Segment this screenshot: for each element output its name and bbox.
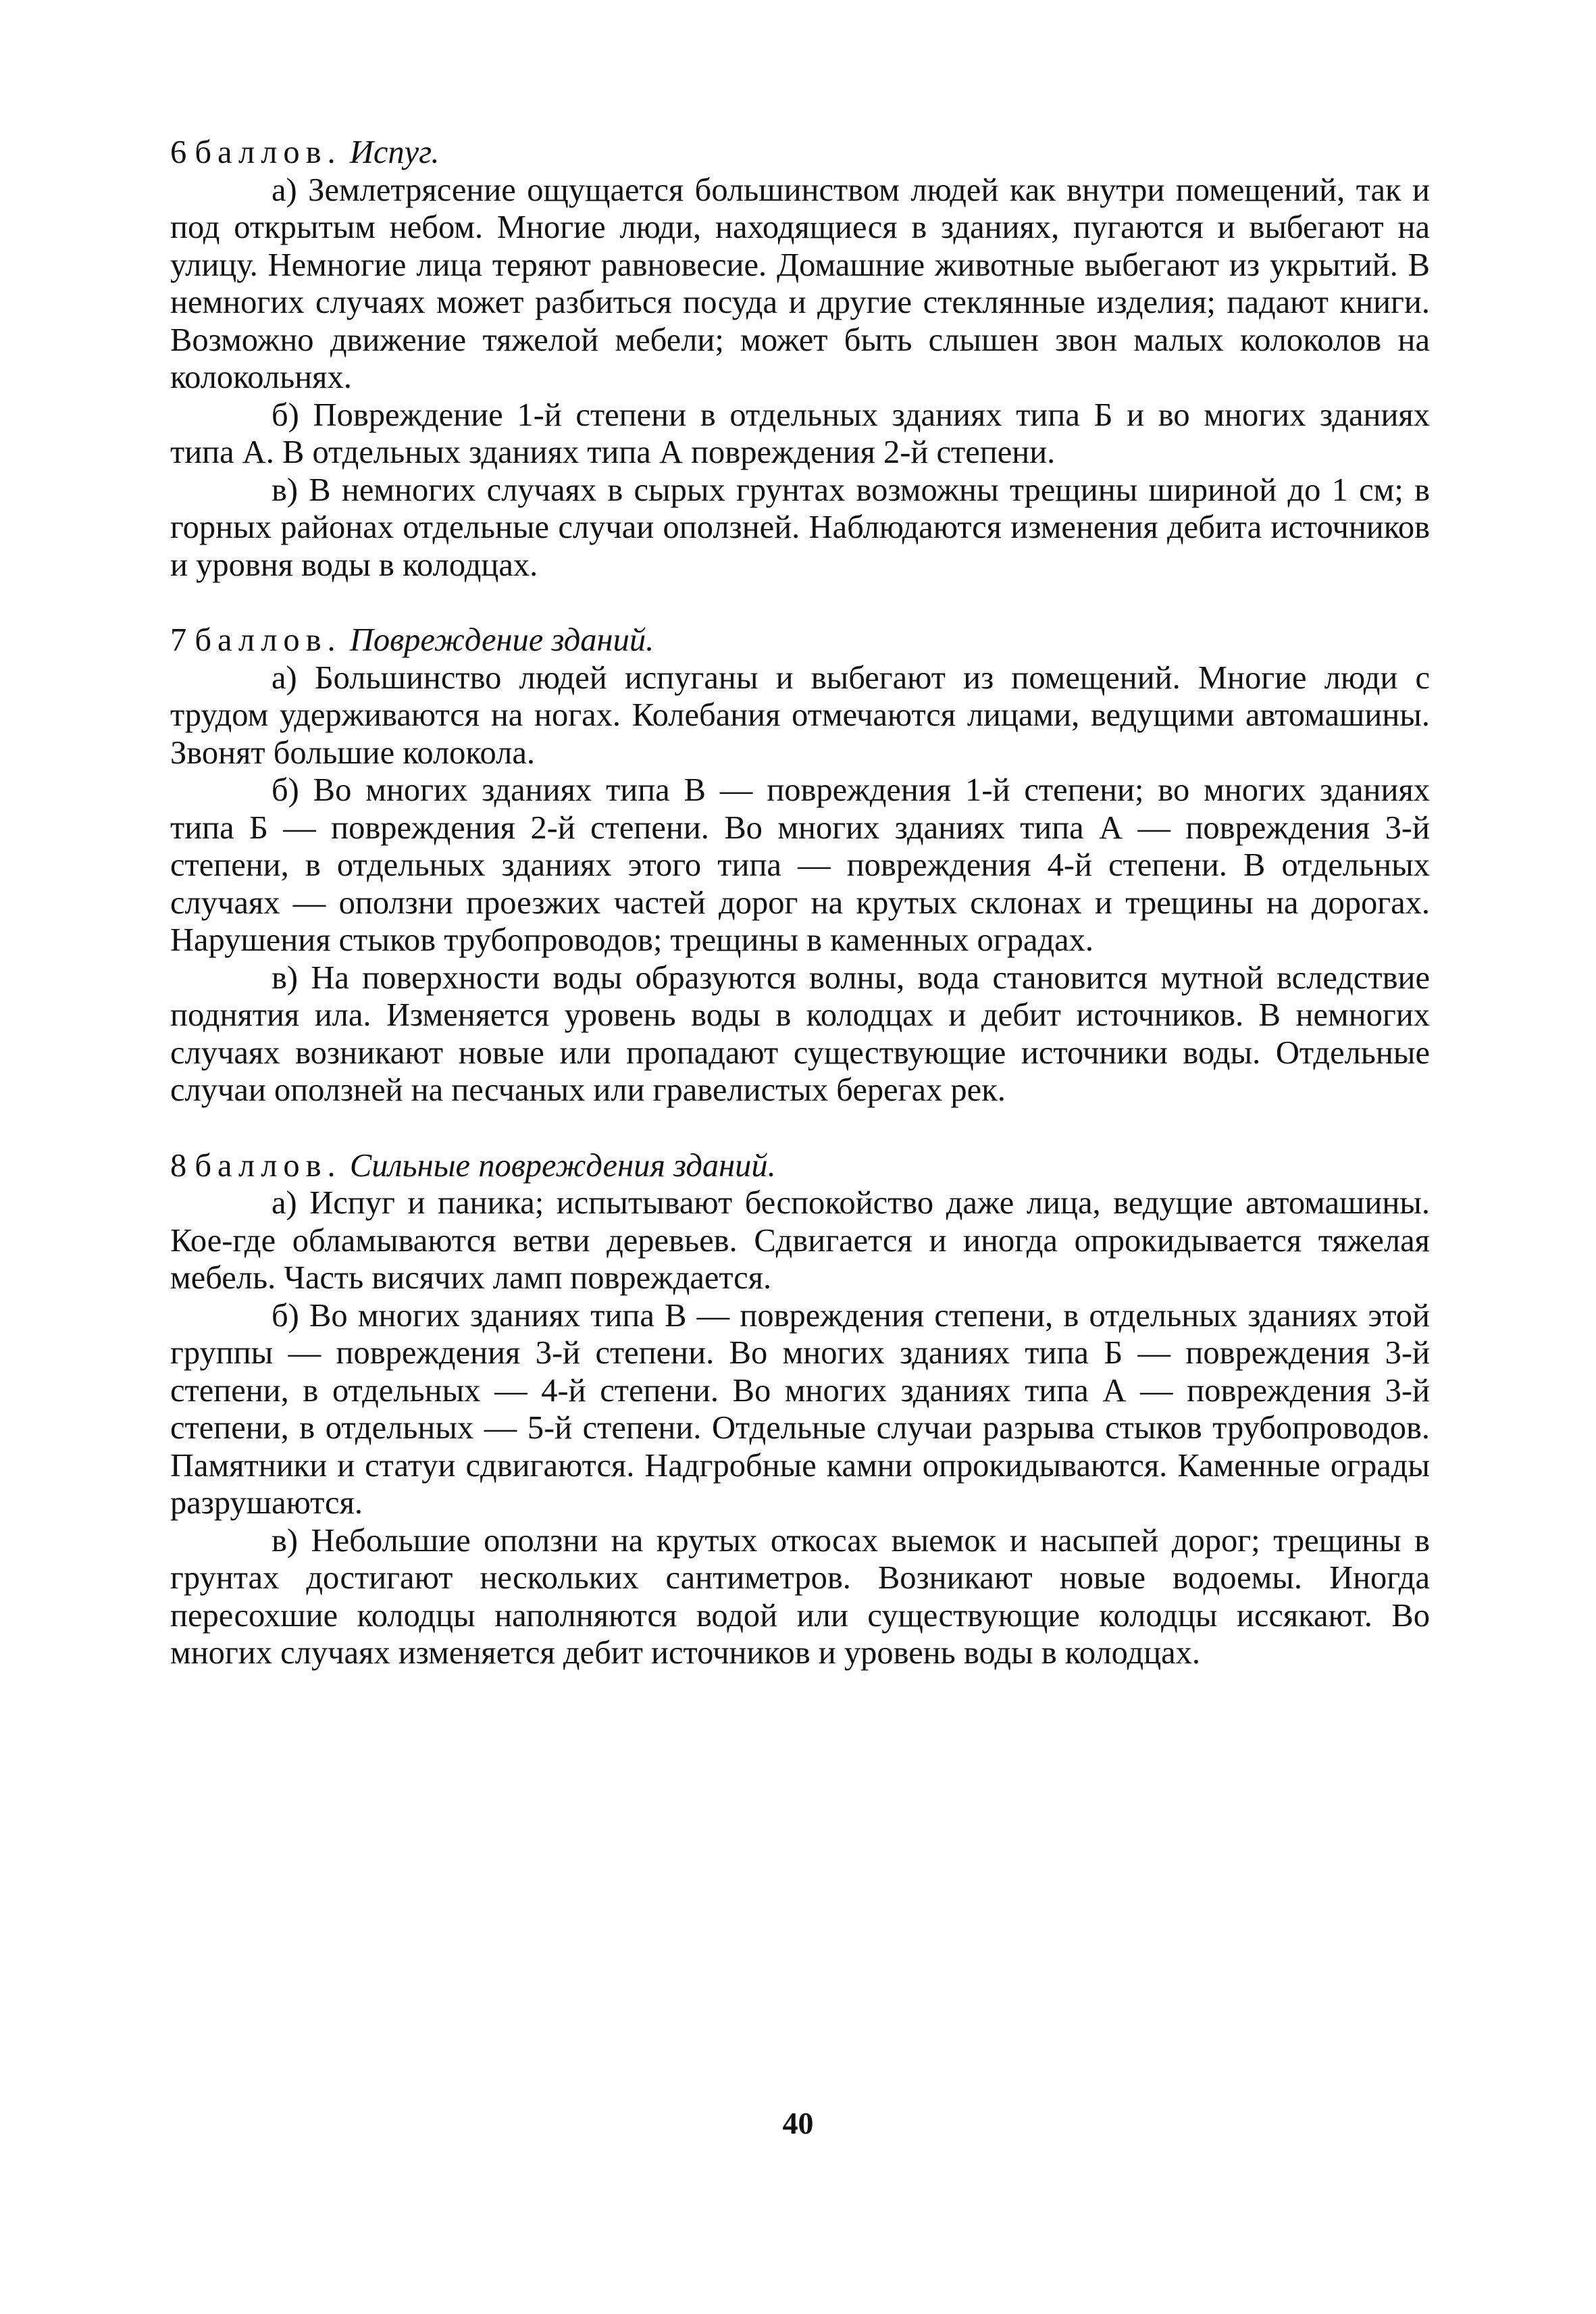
intensity-unit: баллов.: [195, 622, 342, 658]
section-heading: [170, 622, 1430, 659]
paragraph-a: а) Землетрясение ощущается большинством людей как внутри помещений, так и под открытым небом. Многие люди, находящиеся в зданиях, пугаются и выбегают на улицу. Немногие лица теряют равновесие. Домашние животные выбегают из укрытий. В немногих случаях может разбиться посуда и другие стеклянные изделия; падают книги. Возможно движение тяжелой мебели; может быть слышен звон малых колоколов на колокольнях.: [170, 172, 1430, 395]
section-8-points: [170, 1147, 1430, 1672]
paragraph-a: а) Большинство людей испуганы и выбегают из помещений. Многие люди с трудом удерживаются на ногах. Колебания отмечаются лицами, ведущими автомашины. Звонят большие колокола.: [170, 659, 1430, 771]
section-title: Сильные повреждения зданий.: [349, 1147, 776, 1184]
section-title: Испуг.: [349, 134, 440, 170]
section-title: Повреждение зданий.: [349, 622, 654, 658]
section-heading: [170, 134, 1430, 172]
paragraph-a: а) Испуг и паника; испытывают беспокойство даже лица, ведущие автомашины. Кое-где обламываются ветви деревьев. Сдвигается и иногда опрокидывается тяжелая мебель. Часть висячих ламп повреждается.: [170, 1185, 1430, 1296]
paragraph-b: б) Во многих зданиях типа В — повреждения 1-й степени; во многих зданиях типа Б — повреждения 2-й степени. Во многих зданиях типа А — повреждения 3-й степени, в отдельных зданиях этого типа — повреждения 4-й степени. В отдельных случаях — оползни проезжих частей дорог на крутых склонах и трещины на дорогах. Нарушения стыков трубопроводов; трещины в каменных оградах.: [170, 772, 1430, 958]
intensity-unit: баллов.: [195, 1147, 342, 1184]
document-page: [170, 134, 1430, 1710]
intensity-number: 6: [170, 134, 187, 170]
intensity-unit: баллов.: [195, 134, 342, 170]
paragraph-v: в) На поверхности воды образуются волны, вода становится мутной вследствие поднятия ила. Изменяется уровень воды в колодцах и дебит источников. В немногих случаях возникают новые или пропадают существующие источники воды. Отдельные случаи оползней на песчаных или гравелистых берегах рек.: [170, 959, 1430, 1108]
paragraph-v: в) Небольшие оползни на крутых откосах выемок и насыпей дорог; трещины в грунтах достигают нескольких сантиметров. Возникают новые водоемы. Иногда пересохшие колодцы наполняются водой или существующие колодцы иссякают. Во многих случаях изменяется дебит источников и уровень воды в колодцах.: [170, 1522, 1430, 1671]
intensity-number: 7: [170, 622, 187, 658]
paragraph-b: б) Повреждение 1-й степени в отдельных зданиях типа Б и во многих зданиях типа А. В отдельных зданиях типа А повреждения 2-й степени.: [170, 397, 1430, 470]
paragraph-v: в) В немногих случаях в сырых грунтах возможны трещины шириной до 1 см; в горных районах отдельные случаи оползней. Наблюдаются изменения дебита источников и уровня воды в колодцах.: [170, 472, 1430, 583]
section-7-points: [170, 622, 1430, 1109]
page-number: 40: [782, 2106, 814, 2140]
intensity-number: 8: [170, 1147, 187, 1184]
section-6-points: [170, 134, 1430, 584]
paragraph-b: б) Во многих зданиях типа В — повреждения степени, в отдельных зданиях этой группы — повреждения 3-й степени. Во многих зданиях типа Б — повреждения 3-й степени, в отдельных — 4-й степени. Во многих зданиях типа А — повреждения 3-й степени, в отдельных — 5-й степени. Отдельные случаи разрыва стыков трубопроводов. Памятники и статуи сдвигаются. Надгробные камни опрокидываются. Каменные ограды разрушаются.: [170, 1297, 1430, 1521]
section-heading: [170, 1147, 1430, 1185]
